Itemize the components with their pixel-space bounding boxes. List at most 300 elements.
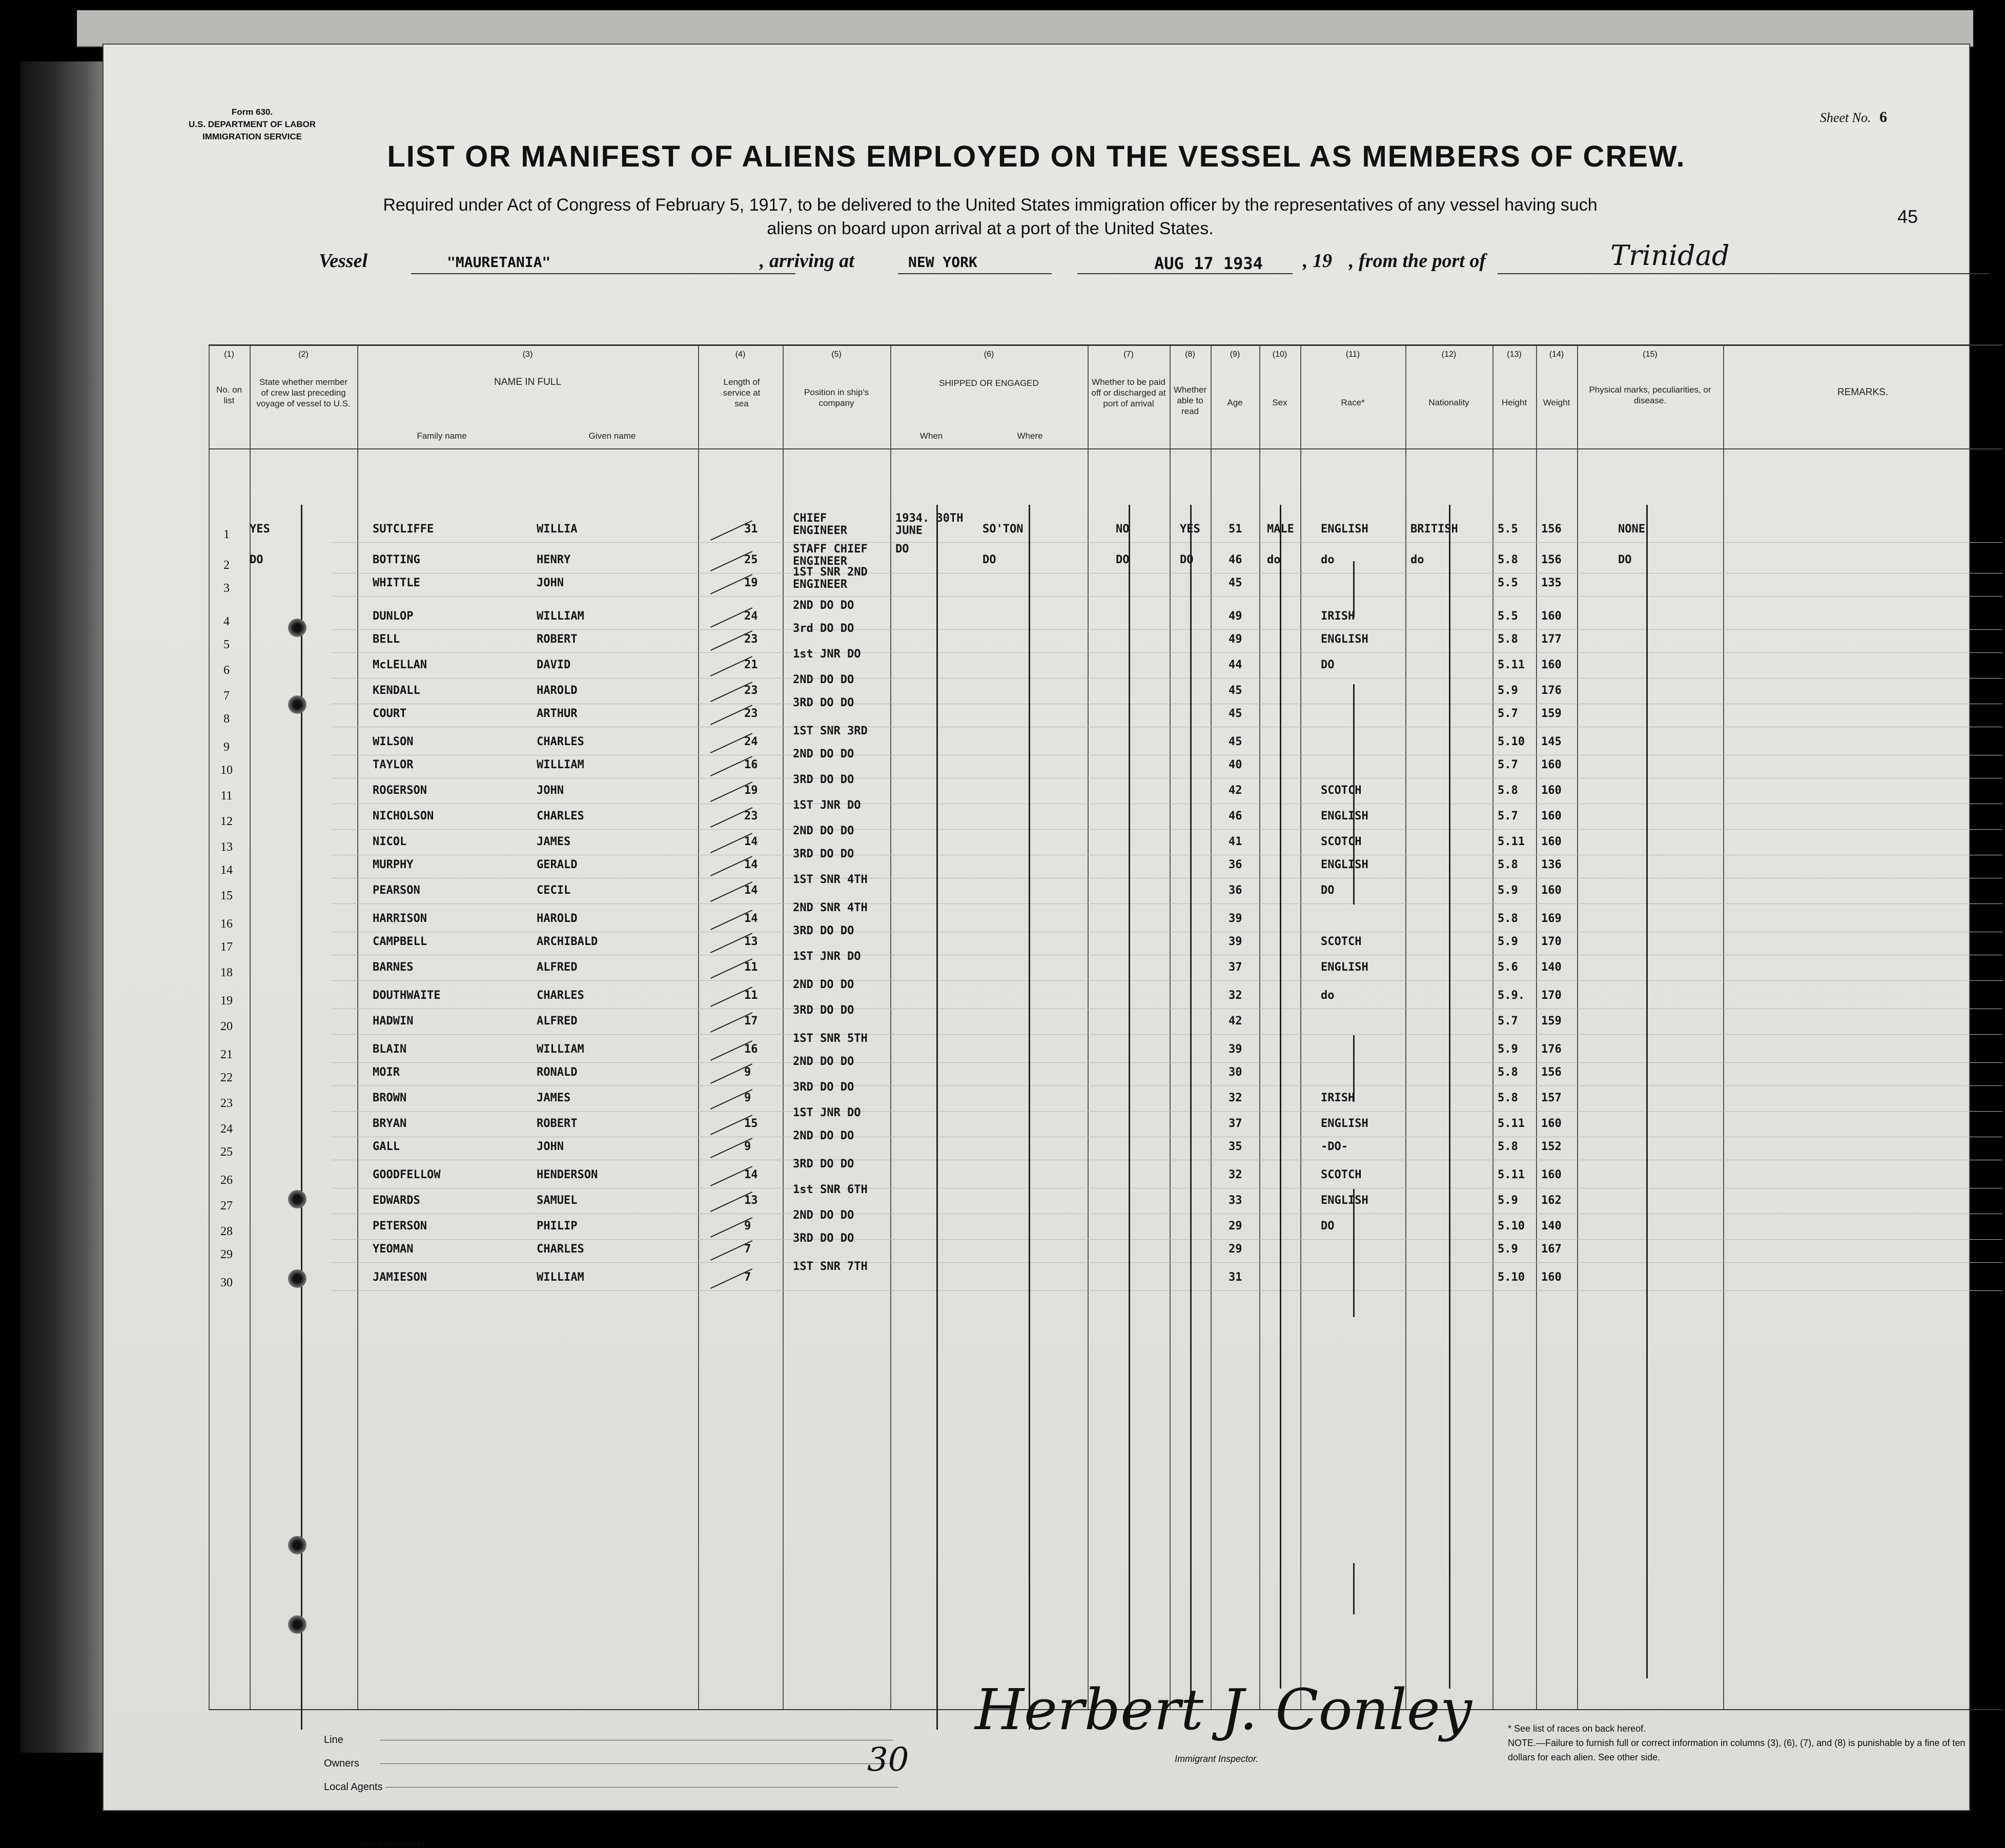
height-cell: 5.9: [1498, 935, 1518, 948]
ship-position-cell: 1st SNR 6TH: [793, 1183, 868, 1196]
height-cell: 5.9.: [1498, 989, 1525, 1002]
weight-cell: 160: [1541, 1168, 1562, 1181]
given-name-cell: HENDERSON: [537, 1168, 598, 1181]
race-cell: DO: [1321, 659, 1335, 671]
total-count: 30: [867, 1741, 909, 1779]
family-name-cell: BELL: [373, 633, 400, 646]
row-number: 20: [220, 1020, 233, 1033]
given-name-cell: CECIL: [537, 884, 571, 897]
row-number: 26: [220, 1174, 233, 1187]
height-cell: 5.8: [1498, 633, 1518, 646]
service-years-cell: 23: [744, 684, 758, 697]
shipped-where-cell: DO: [983, 553, 996, 566]
ditto-line-race-a: [1353, 561, 1355, 618]
age-cell: 31: [1229, 1271, 1242, 1284]
weight-cell: 160: [1541, 1271, 1562, 1284]
age-cell: 37: [1229, 961, 1242, 974]
age-cell: 33: [1229, 1194, 1242, 1207]
age-cell: 36: [1229, 884, 1242, 897]
family-name-header: Family name: [417, 431, 467, 441]
given-name-cell: WILLIA: [537, 523, 578, 536]
ditto-line-race-d: [1353, 1189, 1355, 1317]
age-cell: 45: [1229, 684, 1242, 697]
race-cell: ENGLISH: [1321, 1117, 1368, 1130]
service-years-cell: 9: [744, 1220, 751, 1233]
col11-number: (11): [1345, 350, 1360, 359]
service-years-cell: 16: [744, 758, 758, 771]
ship-position-cell: 1ST SNR 3RD: [793, 725, 868, 737]
row-number: 22: [220, 1071, 233, 1084]
height-cell: 5.9: [1498, 684, 1518, 697]
weight-cell: 170: [1541, 935, 1562, 948]
ship-position-cell: 1ST JNR DO: [793, 799, 861, 812]
arriving-port: NEW YORK: [908, 254, 977, 271]
row-number: 13: [220, 840, 233, 854]
height-cell: 5.9: [1498, 1194, 1518, 1207]
given-name-cell: CHARLES: [537, 1243, 584, 1256]
family-name-cell: DOUTHWAITE: [373, 989, 441, 1002]
sheet-label: Sheet No.: [1819, 110, 1871, 125]
family-name-cell: DUNLOP: [373, 610, 414, 623]
col15-label: Physical marks, peculiarities, or disease.: [1589, 385, 1711, 405]
col8-number: (8): [1185, 350, 1195, 359]
col3-number: (3): [522, 350, 533, 359]
given-name-cell: WILLIAM: [537, 1043, 584, 1056]
race-cell: ENGLISH: [1321, 858, 1368, 871]
document-title: LIST OR MANIFEST OF ALIENS EMPLOYED ON THE VESSEL AS MEMBERS OF CREW.: [387, 140, 1686, 173]
ship-position-cell: 2ND DO DO: [793, 1130, 854, 1142]
race-cell: IRISH: [1321, 610, 1355, 623]
weight-cell: 140: [1541, 961, 1562, 974]
ditto-line-when: [936, 505, 938, 1730]
ship-position-cell: 1ST JNR DO: [793, 950, 861, 963]
height-cell: 5.7: [1498, 1015, 1518, 1028]
service-years-cell: 16: [744, 1043, 758, 1056]
given-name-cell: PHILIP: [537, 1220, 578, 1233]
able-to-read-cell: DO: [1180, 553, 1194, 566]
family-name-cell: PEARSON: [373, 884, 420, 897]
row-number: 14: [220, 864, 233, 877]
vessel-info-line: [319, 239, 1841, 278]
row-number: 3: [223, 582, 230, 595]
given-name-cell: ARCHIBALD: [537, 935, 598, 948]
ship-position-cell: 1ST JNR DO: [793, 1106, 861, 1119]
row-number: 12: [220, 815, 233, 828]
family-name-cell: NICHOLSON: [373, 810, 434, 823]
given-name-cell: RONALD: [537, 1066, 578, 1079]
row-number: 17: [220, 940, 233, 954]
height-cell: 5.8: [1498, 784, 1518, 797]
given-name-cell: GERALD: [537, 858, 578, 871]
given-name-cell: HAROLD: [537, 684, 578, 697]
ship-position-cell: STAFF CHIEF ENGINEER: [793, 543, 868, 568]
col15-number: (15): [1643, 350, 1658, 359]
weight-cell: 176: [1541, 684, 1562, 697]
col7-label: Whether to be paid off or discharged at port of arrival: [1091, 377, 1166, 408]
family-name-cell: ROGERSON: [373, 784, 427, 797]
shipped-when-cell: DO: [895, 543, 909, 556]
height-cell: 5.8: [1498, 553, 1518, 566]
row-number: 10: [220, 764, 233, 777]
weight-cell: 160: [1541, 1117, 1562, 1130]
shipped-when-cell: 1934. 30TH JUNE: [895, 512, 964, 537]
ditto-line-paid: [1129, 505, 1130, 1724]
given-name-cell: CHARLES: [537, 989, 584, 1002]
table-row: [209, 566, 2002, 612]
row-number: 11: [220, 789, 233, 803]
physical-marks-cell: NONE: [1618, 523, 1645, 536]
given-name-cell: JOHN: [537, 577, 564, 589]
ship-position-cell: 3RD DO DO: [793, 1004, 854, 1017]
race-cell: SCOTCH: [1321, 835, 1362, 848]
weight-cell: 156: [1541, 553, 1562, 566]
binder-hole: [288, 1615, 306, 1634]
family-name-cell: BROWN: [373, 1092, 407, 1104]
age-cell: 42: [1229, 1015, 1242, 1028]
family-name-cell: YEOMAN: [373, 1243, 414, 1256]
row-number: 25: [220, 1145, 233, 1159]
height-cell: 5.10: [1498, 1220, 1525, 1233]
service-years-cell: 23: [744, 633, 758, 646]
line-label: Line: [324, 1734, 343, 1746]
ship-position-cell: 2ND DO DO: [793, 599, 854, 612]
weight-cell: 159: [1541, 707, 1562, 720]
row-number: 23: [220, 1097, 233, 1110]
col1-number: (1): [224, 350, 234, 359]
row-number: 16: [220, 917, 233, 931]
family-name-cell: NICOL: [373, 835, 407, 848]
penalty-note: NOTE.—Failure to furnish full or correct information in columns (3), (6), (7), and (8) is punishable by a fine of ten dollars for each alien. See other side.: [1508, 1738, 1966, 1762]
given-name-cell: ARTHUR: [537, 707, 578, 720]
height-cell: 5.6: [1498, 961, 1518, 974]
shipped-where-cell: SO'TON: [983, 523, 1024, 536]
ditto-line-race-e: [1353, 1563, 1355, 1614]
col7-number: (7): [1123, 350, 1134, 359]
age-cell: 29: [1229, 1243, 1242, 1256]
document-subtitle: [298, 193, 1682, 240]
row-number: 21: [220, 1048, 233, 1061]
able-to-read-cell: YES: [1180, 523, 1200, 536]
col14-label: Weight: [1543, 398, 1570, 407]
service-years-cell: 13: [744, 1194, 758, 1207]
race-cell: do: [1321, 553, 1335, 566]
service-years-cell: 11: [744, 961, 758, 974]
height-cell: 5.11: [1498, 1168, 1525, 1181]
from-label: , from the port of: [1349, 250, 1486, 272]
service-years-cell: 31: [744, 523, 758, 536]
ship-position-cell: 2ND DO DO: [793, 1209, 854, 1222]
age-cell: 51: [1229, 523, 1242, 536]
col4-label: Length of service at sea: [723, 377, 761, 408]
service-years-cell: 23: [744, 707, 758, 720]
weight-cell: 167: [1541, 1243, 1562, 1256]
ship-position-cell: 2ND DO DO: [793, 673, 854, 686]
ship-position-cell: 1ST SNR 2ND ENGINEER: [793, 566, 868, 591]
ship-position-cell: 3RD DO DO: [793, 925, 854, 937]
ship-position-cell: 3RD DO DO: [793, 1158, 854, 1171]
given-name-cell: CHARLES: [537, 810, 584, 823]
col9-label: Age: [1227, 398, 1243, 407]
ship-position-cell: 3RD DO DO: [793, 1232, 854, 1245]
weight-cell: 140: [1541, 1220, 1562, 1233]
ship-position-cell: CHIEF ENGINEER: [793, 512, 847, 537]
service-years-cell: 14: [744, 912, 758, 925]
race-cell: ENGLISH: [1321, 523, 1368, 536]
family-name-cell: HARRISON: [373, 912, 427, 925]
row-number: 6: [223, 664, 230, 677]
col5-label: Position in ship's company: [804, 387, 869, 408]
given-name-cell: JAMES: [537, 1092, 571, 1104]
age-cell: 39: [1229, 935, 1242, 948]
row-number: 30: [220, 1276, 233, 1289]
table-row: [209, 1260, 2002, 1307]
height-cell: 5.9: [1498, 1043, 1518, 1056]
age-cell: 40: [1229, 758, 1242, 771]
sheet-value: 6: [1879, 109, 1887, 126]
service-years-cell: 9: [744, 1140, 751, 1153]
sheet-number: [1820, 109, 1887, 126]
age-cell: 49: [1229, 633, 1242, 646]
service-years-cell: 11: [744, 989, 758, 1002]
height-cell: 5.8: [1498, 1092, 1518, 1104]
family-name-cell: BOTTING: [373, 553, 420, 566]
sex-cell: do: [1267, 553, 1281, 566]
age-cell: 41: [1229, 835, 1242, 848]
race-cell: ENGLISH: [1321, 1194, 1368, 1207]
race-cell: DO: [1321, 1220, 1335, 1233]
footer-fields: [324, 1728, 898, 1799]
binder-hole: [288, 1269, 306, 1288]
ditto-line-sex: [1280, 505, 1281, 1689]
given-name-cell: CHARLES: [537, 735, 584, 748]
service-name: IMMIGRATION SERVICE: [202, 132, 302, 141]
family-name-cell: BLAIN: [373, 1043, 407, 1056]
weight-cell: 145: [1541, 735, 1562, 748]
age-cell: 45: [1229, 707, 1242, 720]
row-number: 24: [220, 1122, 233, 1136]
given-name-cell: ALFRED: [537, 1015, 578, 1028]
col6-number: (6): [984, 350, 994, 359]
height-cell: 5.5: [1498, 523, 1518, 536]
age-cell: 39: [1229, 1043, 1242, 1056]
row-number: 9: [223, 741, 230, 754]
binder-hole: [288, 1190, 306, 1208]
ship-position-cell: 1ST SNR 4TH: [793, 873, 868, 886]
family-name-cell: CAMPBELL: [373, 935, 427, 948]
weight-cell: 160: [1541, 810, 1562, 823]
form-identification: [150, 106, 355, 143]
family-name-cell: EDWARDS: [373, 1194, 420, 1207]
age-cell: 32: [1229, 1092, 1242, 1104]
paid-off-cell: DO: [1116, 553, 1130, 566]
ship-position-cell: 2ND DO DO: [793, 825, 854, 837]
col6-label: SHIPPED OR ENGAGED: [939, 378, 1039, 388]
family-name-cell: KENDALL: [373, 684, 420, 697]
height-cell: 5.9: [1498, 1243, 1518, 1256]
ship-position-cell: 2ND SNR 4TH: [793, 901, 868, 914]
given-name-cell: WILLIAM: [537, 758, 584, 771]
family-name-cell: McLELLAN: [373, 659, 427, 671]
weight-cell: 160: [1541, 610, 1562, 623]
weight-cell: 169: [1541, 912, 1562, 925]
height-cell: 5.10: [1498, 1271, 1525, 1284]
given-name-cell: HENRY: [537, 553, 571, 566]
age-cell: 36: [1229, 858, 1242, 871]
family-name-cell: GALL: [373, 1140, 400, 1153]
book-binding-edge: [21, 61, 103, 1753]
ship-position-cell: 1ST SNR 5TH: [793, 1032, 868, 1045]
weight-cell: 160: [1541, 758, 1562, 771]
ship-position-cell: 3RD DO DO: [793, 696, 854, 709]
weight-cell: 160: [1541, 884, 1562, 897]
height-cell: 5.7: [1498, 707, 1518, 720]
height-cell: 5.11: [1498, 1117, 1525, 1130]
ditto-line-read: [1190, 505, 1192, 1699]
crew-status-cell: DO: [250, 553, 263, 566]
age-cell: 35: [1229, 1140, 1242, 1153]
given-name-header: Given name: [588, 431, 636, 441]
age-cell: 46: [1229, 810, 1242, 823]
nationality-cell: BRITISH: [1410, 523, 1458, 536]
manifest-page: [103, 44, 1970, 1848]
race-cell: ENGLISH: [1321, 810, 1368, 823]
row-number: 15: [220, 889, 233, 902]
inspector-signature: Herbert J. Conley: [975, 1677, 1472, 1742]
height-cell: 5.8: [1498, 1066, 1518, 1079]
service-years-cell: 14: [744, 835, 758, 848]
col13-number: (13): [1507, 350, 1522, 359]
family-name-cell: MURPHY: [373, 858, 414, 871]
col2-number: (2): [298, 350, 309, 359]
height-cell: 5.5: [1498, 577, 1518, 589]
row-number: 8: [223, 712, 230, 726]
remarks-header: REMARKS.: [1837, 387, 1889, 398]
ship-position-cell: 2ND DO DO: [793, 748, 854, 761]
height-cell: 5.9: [1498, 884, 1518, 897]
weight-cell: 156: [1541, 523, 1562, 536]
family-name-cell: JAMIESON: [373, 1271, 427, 1284]
row-number: 28: [220, 1225, 233, 1238]
weight-cell: 160: [1541, 659, 1562, 671]
col3-label: NAME IN FULL: [494, 377, 561, 387]
age-cell: 29: [1229, 1220, 1242, 1233]
weight-cell: 159: [1541, 1015, 1562, 1028]
paid-off-cell: NO: [1116, 523, 1130, 536]
given-name-cell: SAMUEL: [537, 1194, 578, 1207]
service-years-cell: 14: [744, 1168, 758, 1181]
ditto-line-where: [1029, 505, 1030, 1730]
family-name-cell: PETERSON: [373, 1220, 427, 1233]
family-name-cell: COURT: [373, 707, 407, 720]
service-years-cell: 14: [744, 858, 758, 871]
vessel-name: "MAURETANIA": [447, 254, 551, 271]
vessel-label: Vessel: [319, 250, 367, 272]
service-years-cell: 25: [744, 553, 758, 566]
height-cell: 5.11: [1498, 835, 1525, 848]
race-cell: do: [1321, 989, 1335, 1002]
race-note: * See list of races on back hereof.: [1508, 1723, 1646, 1734]
service-years-cell: 24: [744, 610, 758, 623]
footer-notes: [1508, 1721, 1979, 1764]
height-cell: 5.10: [1498, 735, 1525, 748]
row-number: 18: [220, 966, 233, 979]
row-number: 27: [220, 1199, 233, 1213]
ship-position-cell: 3rd DO DO: [793, 622, 854, 635]
year-label: , 19: [1303, 250, 1332, 272]
race-cell: IRISH: [1321, 1092, 1355, 1104]
age-cell: 32: [1229, 1168, 1242, 1181]
weight-cell: 157: [1541, 1092, 1562, 1104]
given-name-cell: JOHN: [537, 1140, 564, 1153]
age-cell: 49: [1229, 610, 1242, 623]
age-cell: 42: [1229, 784, 1242, 797]
race-cell: -DO-: [1321, 1140, 1348, 1153]
ship-position-cell: 3RD DO DO: [793, 773, 854, 786]
weight-cell: 176: [1541, 1043, 1562, 1056]
race-cell: ENGLISH: [1321, 961, 1368, 974]
department-name: U.S. DEPARTMENT OF LABOR: [188, 119, 316, 129]
service-years-cell: 21: [744, 659, 758, 671]
weight-cell: 136: [1541, 858, 1562, 871]
weight-cell: 170: [1541, 989, 1562, 1002]
race-cell: SCOTCH: [1321, 784, 1362, 797]
height-cell: 5.5: [1498, 610, 1518, 623]
ship-position-cell: 2ND DO DO: [793, 1055, 854, 1068]
ditto-line-race-b: [1353, 684, 1355, 905]
row-number: 19: [220, 994, 233, 1008]
given-name-cell: WILLIAM: [537, 1271, 584, 1284]
age-cell: 32: [1229, 989, 1242, 1002]
service-years-cell: 24: [744, 735, 758, 748]
given-name-cell: HAROLD: [537, 912, 578, 925]
family-name-cell: WILSON: [373, 735, 414, 748]
age-cell: 45: [1229, 735, 1242, 748]
col2-label: State whether member of crew last preceding voyage of vessel to U.S.: [256, 377, 351, 408]
height-cell: 5.8: [1498, 1140, 1518, 1153]
page-number: 45: [1897, 206, 1918, 227]
family-name-cell: BRYAN: [373, 1117, 407, 1130]
row-number: 5: [223, 638, 230, 651]
subtitle-line-2: aliens on board upon arrival at a port of the United States.: [767, 219, 1214, 238]
printer-code: 6000 8/33—28/3694: [360, 1840, 425, 1848]
age-cell: 45: [1229, 577, 1242, 589]
ship-position-cell: 1st JNR DO: [793, 648, 861, 661]
ditto-line-marks: [1646, 505, 1648, 1678]
given-name-cell: ALFRED: [537, 961, 578, 974]
from-port: Trinidad: [1610, 239, 1730, 272]
row-number: 7: [223, 689, 230, 703]
height-cell: 5.7: [1498, 810, 1518, 823]
weight-cell: 152: [1541, 1140, 1562, 1153]
row-number: 29: [220, 1248, 233, 1261]
col10-number: (10): [1272, 350, 1287, 359]
nationality-cell: do: [1410, 553, 1424, 566]
ditto-line-race-c: [1353, 1035, 1355, 1102]
col12-label: Nationality: [1428, 398, 1469, 407]
weight-cell: 160: [1541, 784, 1562, 797]
weight-cell: 156: [1541, 1066, 1562, 1079]
family-name-cell: SUTCLIFFE: [373, 523, 434, 536]
crew-status-cell: YES: [250, 523, 270, 536]
arrival-date: AUG 17 1934: [1154, 254, 1263, 273]
family-name-cell: GOODFELLOW: [373, 1168, 441, 1181]
service-years-cell: 19: [744, 577, 758, 589]
weight-cell: 177: [1541, 633, 1562, 646]
owners-label: Owners: [324, 1758, 359, 1769]
col9-number: (9): [1230, 350, 1240, 359]
age-cell: 37: [1229, 1117, 1242, 1130]
service-years-cell: 19: [744, 784, 758, 797]
